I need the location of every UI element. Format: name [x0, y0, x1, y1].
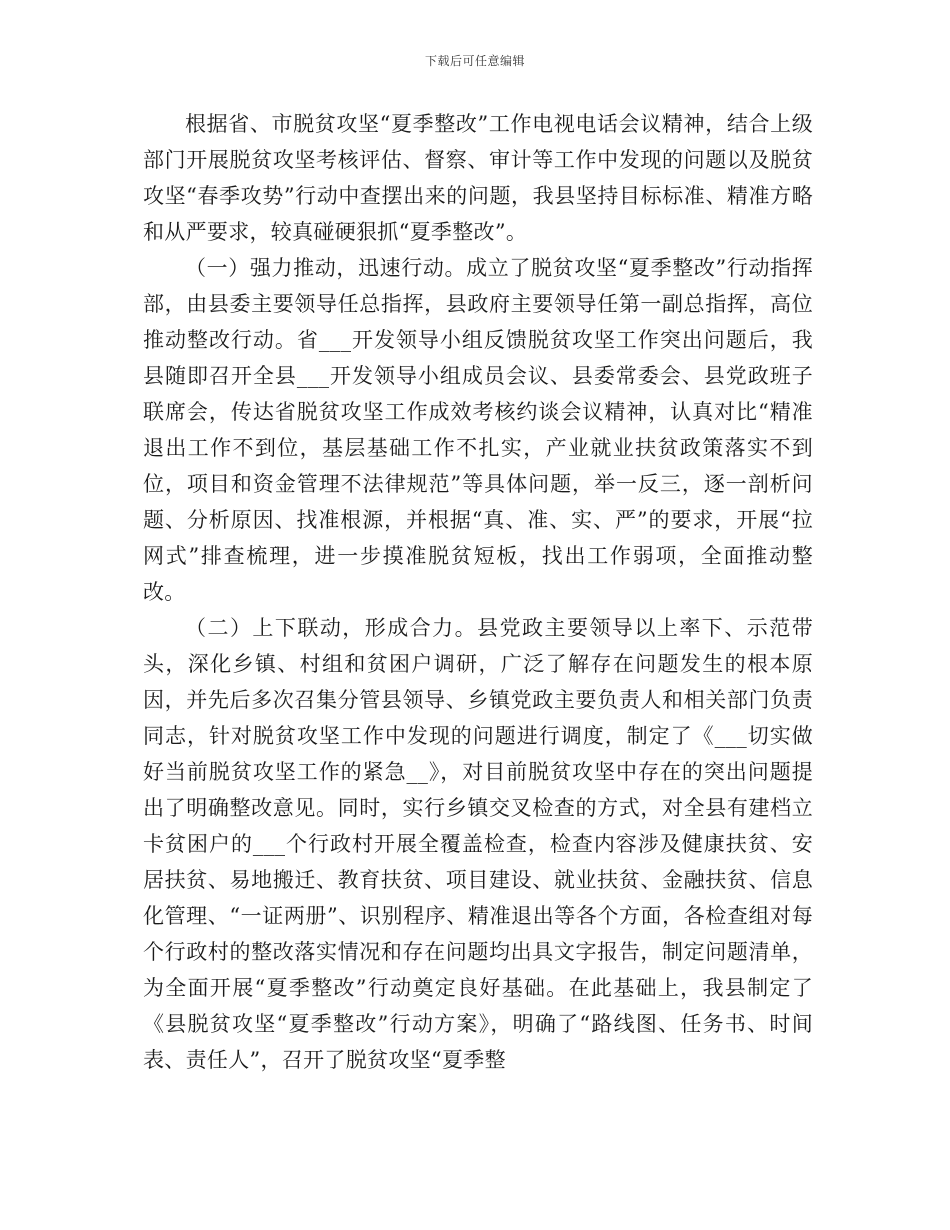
document-body	[143, 106, 813, 1078]
paragraph-section-two: （二）上下联动，形成合力。县党政主要领导以上率下、示范带头，深化乡镇、村组和贫困户调研，广泛了解存在问题发生的根本原因，并先后多次召集分管县领导、乡镇党政主要负责人和相关部门负责同志，针对脱贫攻坚工作中发现的问题进行调度，制定了《___切实做好当前脱贫攻坚工作的紧急__》，对目前脱贫攻坚中存在的突出问题提出了明确整改意见。同时，实行乡镇交叉检查的方式，对全县有建档立卡贫困户的___个行政村开展全覆盖检查，检查内容涉及健康扶贫、安居扶贫、易地搬迁、教育扶贫、项目建设、就业扶贫、金融扶贫、信息化管理、“一证两册”、识别程序、精准退出等各个方面，各检查组对每个行政村的整改落实情况和存在问题均出具文字报告，制定问题清单，为全面开展“夏季整改”行动奠定良好基础。在此基础上，我县制定了《县脱贫攻坚“夏季整改”行动方案》，明确了“路线图、任务书、时间表、责任人”，召开了脱贫攻坚“夏季整	[143, 616, 813, 1072]
paragraph-section-one: （一）强力推动，迅速行动。成立了脱贫攻坚“夏季整改”行动指挥部，由县委主要领导任总指挥，县政府主要领导任第一副总指挥，高位推动整改行动。省___开发领导小组反馈脱贫攻坚工作突出问题后，我县随即召开全县___开发领导小组成员会议、县委常委会、县党政班子联席会，传达省脱贫攻坚工作成效考核约谈会议精神，认真对比“精准退出工作不到位，基层基础工作不扎实，产业就业扶贫政策落实不到位，项目和资金管理不法律规范”等具体问题，举一反三，逐一剖析问题、分析原因、找准根源，并根据“真、准、实、严”的要求，开展“拉网式”排查梳理，进一步摸准脱贫短板，找出工作弱项，全面推动整改。	[143, 256, 813, 604]
page-header: 下载后可任意编辑	[424, 54, 525, 68]
paragraph-intro: 根据省、市脱贫攻坚“夏季整改”工作电视电话会议精神，结合上级部门开展脱贫攻坚考核评估、督察、审计等工作中发现的问题以及脱贫攻坚“春季攻势”行动中查摆出来的问题，我县坚持目标标准、精准方略和从严要求，较真碰硬狠抓“夏季整改”。	[143, 112, 813, 244]
